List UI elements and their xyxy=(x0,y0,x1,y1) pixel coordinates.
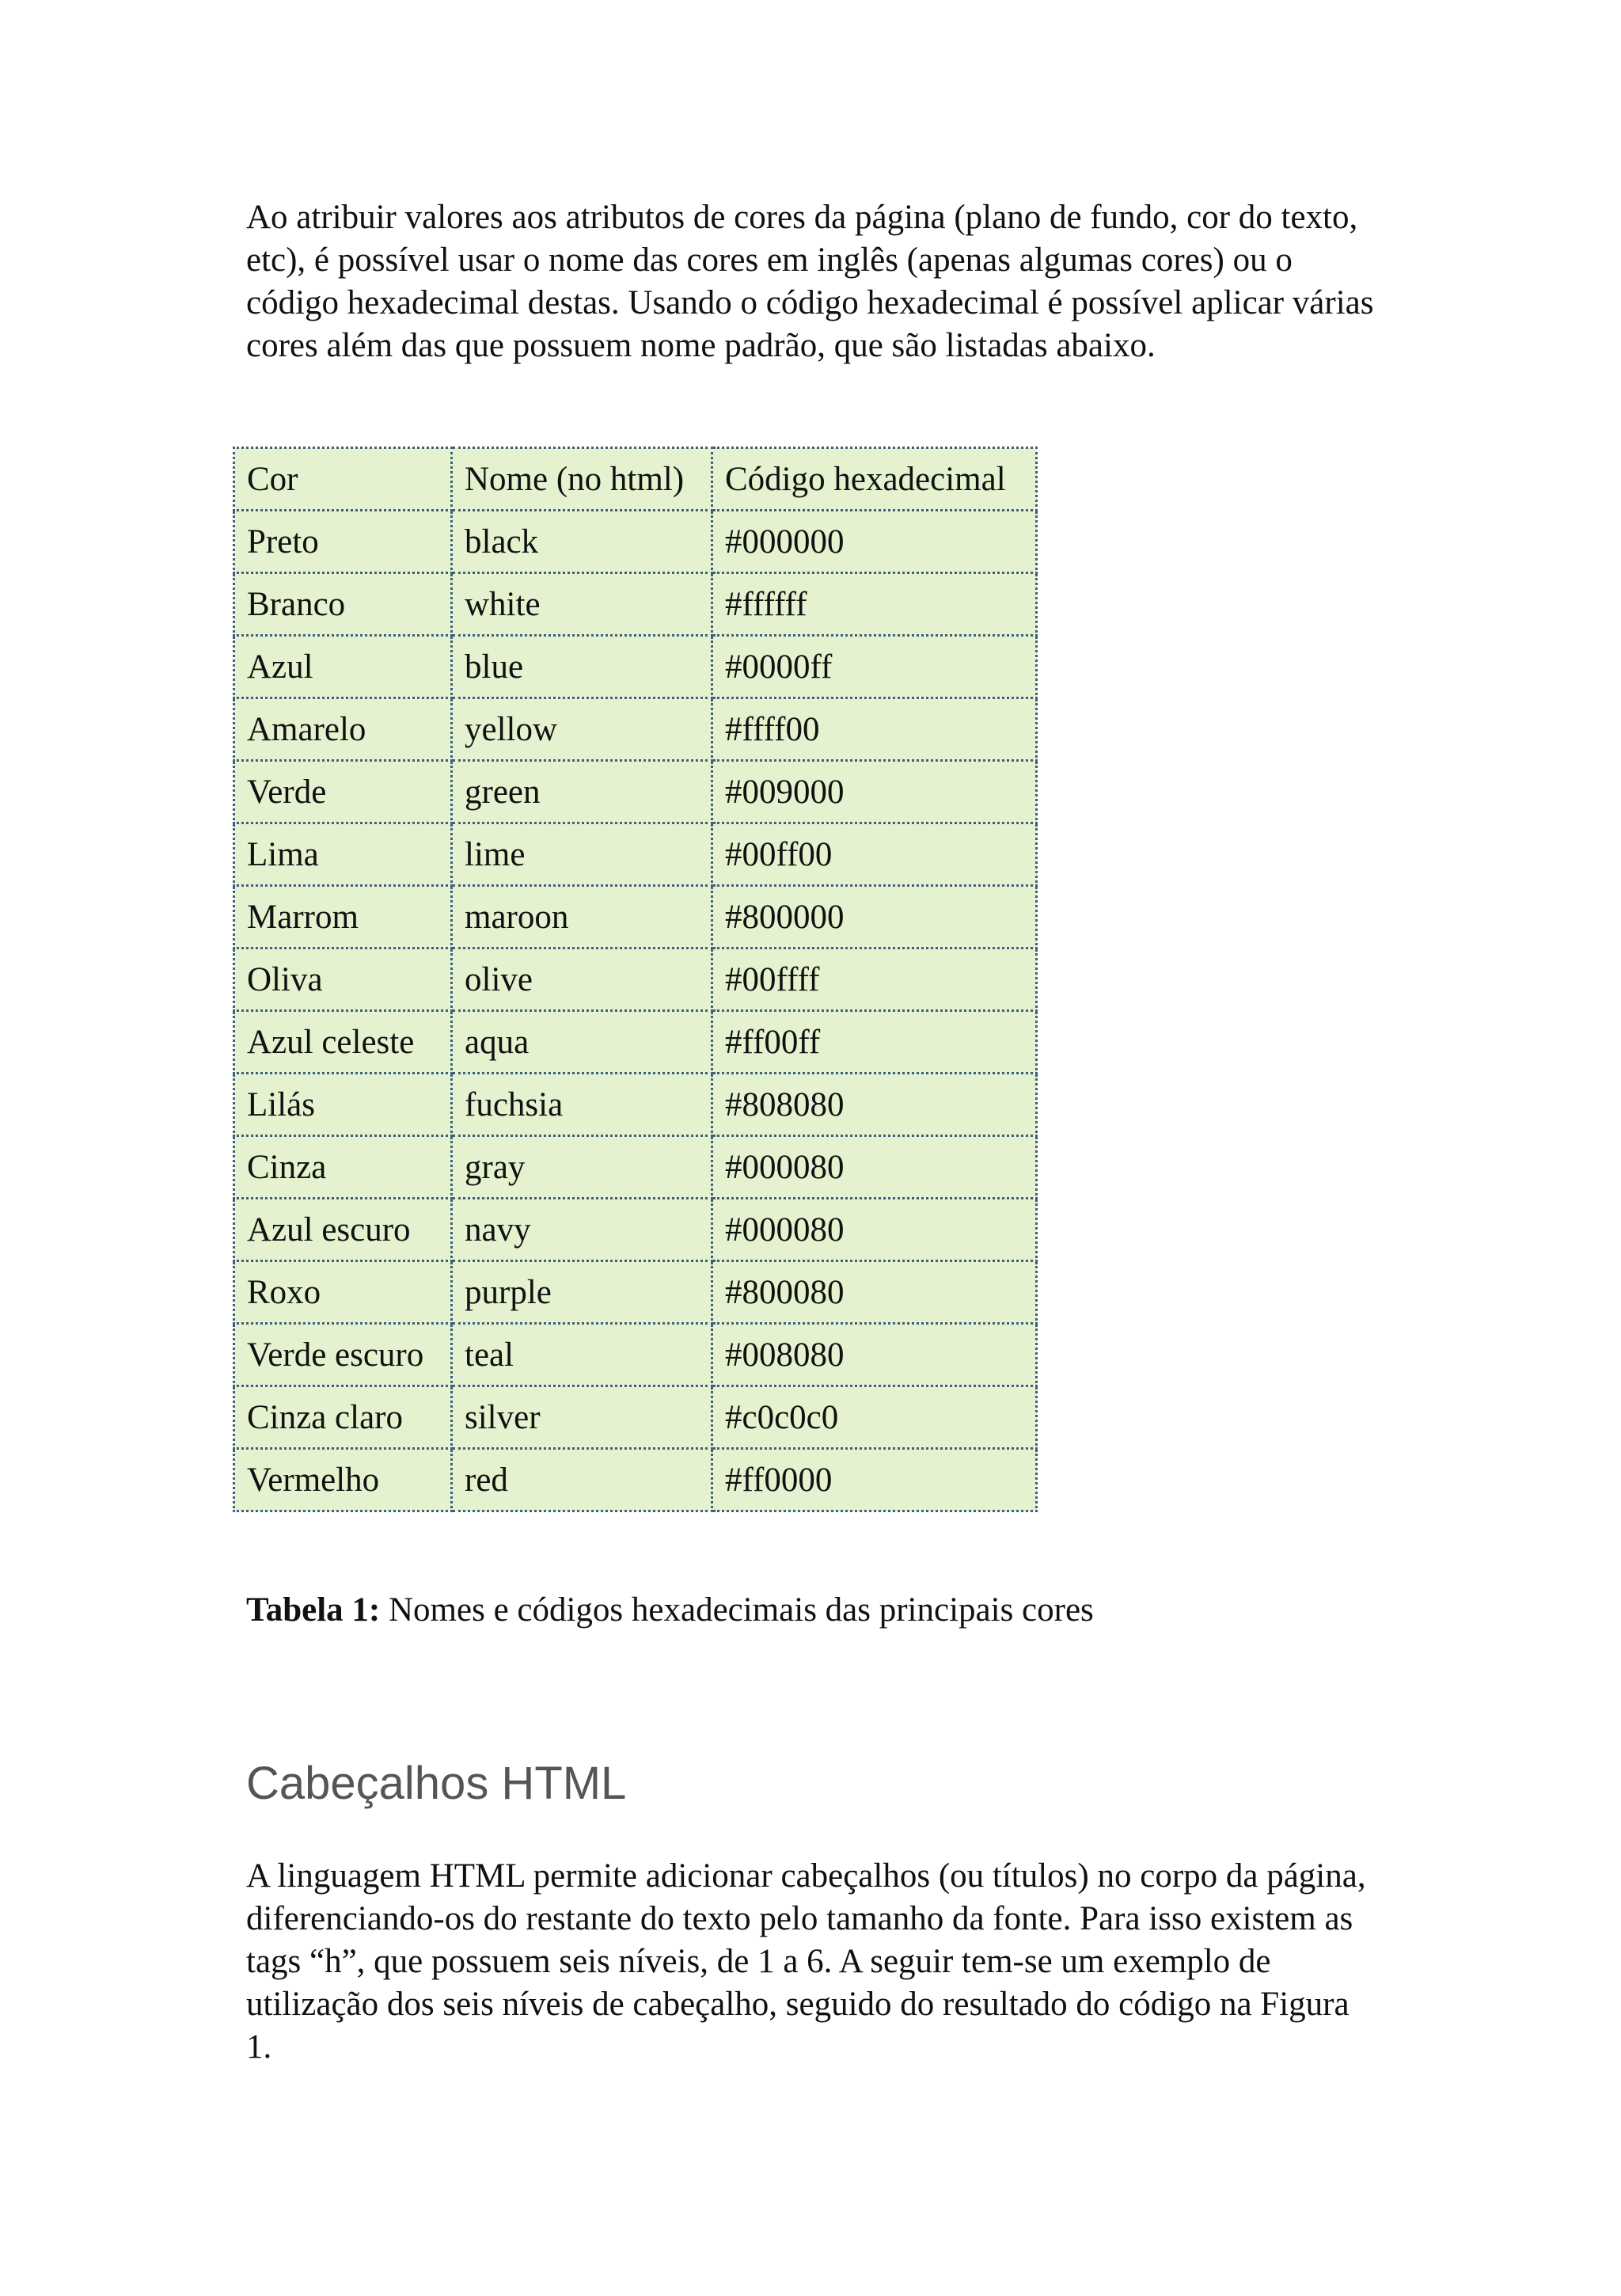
table-cell-nome: blue xyxy=(452,636,712,698)
table-row xyxy=(234,823,1037,886)
table-cell-codigo: #ff00ff xyxy=(712,1011,1037,1074)
table-cell-cor: Vermelho xyxy=(234,1449,452,1511)
table-cell-cor: Oliva xyxy=(234,948,452,1011)
table-cell-cor: Roxo xyxy=(234,1261,452,1324)
table-cell-codigo: #ffff00 xyxy=(712,698,1037,761)
section-heading: Cabeçalhos HTML xyxy=(246,1758,627,1809)
table-row xyxy=(234,1074,1037,1136)
table-row xyxy=(234,1261,1037,1324)
table-cell-codigo: #00ffff xyxy=(712,948,1037,1011)
table-row xyxy=(234,1449,1037,1511)
table-row xyxy=(234,1324,1037,1386)
table-cell-cor: Branco xyxy=(234,573,452,636)
table-cell-cor: Verde escuro xyxy=(234,1324,452,1386)
table-cell-nome: aqua xyxy=(452,1011,712,1074)
table-cell-nome: fuchsia xyxy=(452,1074,712,1136)
table-cell-cor: Lilás xyxy=(234,1074,452,1136)
table-cell-nome: black xyxy=(452,511,712,573)
table-cell-codigo: #c0c0c0 xyxy=(712,1386,1037,1449)
table-row xyxy=(234,948,1037,1011)
table-cell-cor: Cinza claro xyxy=(234,1386,452,1449)
header-cell-cor: Cor xyxy=(234,448,452,511)
outro-paragraph: A linguagem HTML permite adicionar cabeçalhos (ou títulos) no corpo da página, diferenciando-os do restante do texto pelo tamanho da fonte. Para isso existem as tags “h”, que possuem seis níveis, de 1 a 6. A seguir tem-se um exemplo de utilização dos seis níveis de cabeçalho, seguido do resultado do código na Figura 1. xyxy=(246,1857,1366,2066)
table-row xyxy=(234,1011,1037,1074)
table-cell-cor: Azul escuro xyxy=(234,1199,452,1261)
table-cell-codigo: #008080 xyxy=(712,1324,1037,1386)
table-cell-nome: maroon xyxy=(452,886,712,948)
table-cell-nome: purple xyxy=(452,1261,712,1324)
table-cell-codigo: #ffffff xyxy=(712,573,1037,636)
color-table-body xyxy=(234,448,1037,1511)
table-cell-codigo: #00ff00 xyxy=(712,823,1037,886)
table-cell-codigo: #0000ff xyxy=(712,636,1037,698)
table-cell-nome: teal xyxy=(452,1324,712,1386)
table-cell-cor: Marrom xyxy=(234,886,452,948)
table-cell-codigo: #800080 xyxy=(712,1261,1037,1324)
table-cell-cor: Lima xyxy=(234,823,452,886)
table-row xyxy=(234,511,1037,573)
header-cell-nome: Nome (no html) xyxy=(452,448,712,511)
table-cell-codigo: #800000 xyxy=(712,886,1037,948)
table-cell-nome: navy xyxy=(452,1199,712,1261)
color-table xyxy=(233,447,1038,1512)
table-header-row xyxy=(234,448,1037,511)
table-cell-codigo: #ff0000 xyxy=(712,1449,1037,1511)
table-cell-codigo: #000080 xyxy=(712,1136,1037,1199)
table-cell-cor: Verde xyxy=(234,761,452,823)
table-cell-codigo: #808080 xyxy=(712,1074,1037,1136)
table-row xyxy=(234,698,1037,761)
table-row xyxy=(234,761,1037,823)
table-cell-codigo: #000080 xyxy=(712,1199,1037,1261)
table-cell-nome: olive xyxy=(452,948,712,1011)
table-row xyxy=(234,1199,1037,1261)
table-row xyxy=(234,1136,1037,1199)
table-row xyxy=(234,886,1037,948)
table-cell-nome: yellow xyxy=(452,698,712,761)
table-cell-cor: Azul celeste xyxy=(234,1011,452,1074)
table-cell-cor: Amarelo xyxy=(234,698,452,761)
table-row xyxy=(234,1386,1037,1449)
table-cell-nome: green xyxy=(452,761,712,823)
intro-paragraph: Ao atribuir valores aos atributos de cores da página (plano de fundo, cor do texto, etc), é possível usar o nome das cores em inglês (apenas algumas cores) ou o código hexadecimal destas. Usando o código hexadecimal é possível aplicar várias cores além das que possuem nome padrão, que são listadas abaixo. xyxy=(246,199,1374,364)
table-cell-nome: silver xyxy=(452,1386,712,1449)
table-cell-codigo: #009000 xyxy=(712,761,1037,823)
table-cell-nome: gray xyxy=(452,1136,712,1199)
table-cell-cor: Cinza xyxy=(234,1136,452,1199)
table-cell-cor: Preto xyxy=(234,511,452,573)
table-cell-nome: red xyxy=(452,1449,712,1511)
table-row xyxy=(234,636,1037,698)
table-row xyxy=(234,573,1037,636)
table-cell-nome: lime xyxy=(452,823,712,886)
caption-text: Nomes e códigos hexadecimais das principais cores xyxy=(389,1591,1094,1629)
caption-label: Tabela 1: xyxy=(246,1591,381,1629)
table-cell-cor: Azul xyxy=(234,636,452,698)
header-cell-codigo: Código hexadecimal xyxy=(712,448,1037,511)
table-caption xyxy=(246,1589,1094,1632)
table-cell-codigo: #000000 xyxy=(712,511,1037,573)
table-cell-nome: white xyxy=(452,573,712,636)
